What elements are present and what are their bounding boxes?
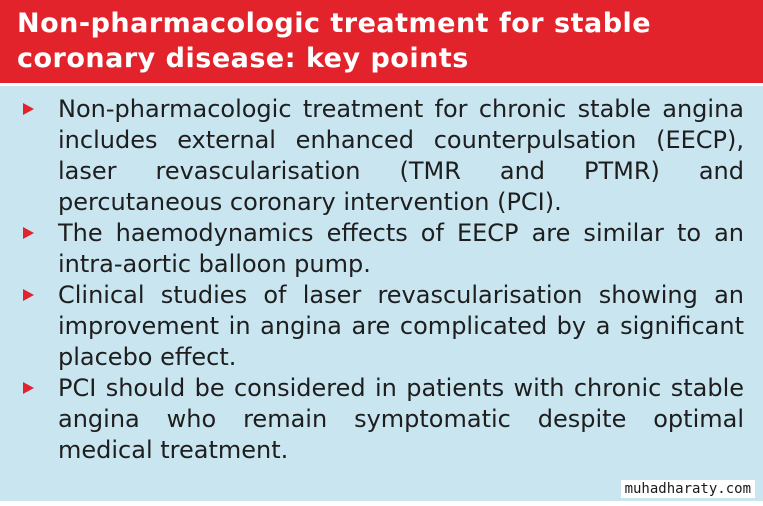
page-title: Non-pharmacologic treatment for stable coronary disease: key points <box>17 8 652 74</box>
point-text: Clinical studies of laser revascularisation showing an improvement in angina are complicated by a significant placebo effect. <box>58 281 744 371</box>
key-points-list <box>20 94 744 466</box>
site-watermark: muhadharaty.com <box>621 480 755 498</box>
point-text: PCI should be considered in patients with chronic stable angina who remain symptomatic despite optimal medical treatment. <box>58 374 744 464</box>
list-item <box>20 218 744 280</box>
title-banner <box>0 0 763 86</box>
red-triangle-bullet-icon <box>23 289 34 301</box>
red-triangle-bullet-icon <box>23 382 34 394</box>
list-item <box>20 94 744 218</box>
point-text: The haemodynamics effects of EECP are similar to an intra-aortic balloon pump. <box>58 219 744 278</box>
point-text: Non-pharmacologic treatment for chronic stable angina includes external enhanced counterpulsation (EECP), laser revascularisation (TMR and PTMR) and percutaneous coronary intervention (PCI). <box>58 95 744 216</box>
red-triangle-bullet-icon <box>23 227 34 239</box>
list-item <box>20 373 744 466</box>
red-triangle-bullet-icon <box>23 103 34 115</box>
list-item <box>20 280 744 373</box>
